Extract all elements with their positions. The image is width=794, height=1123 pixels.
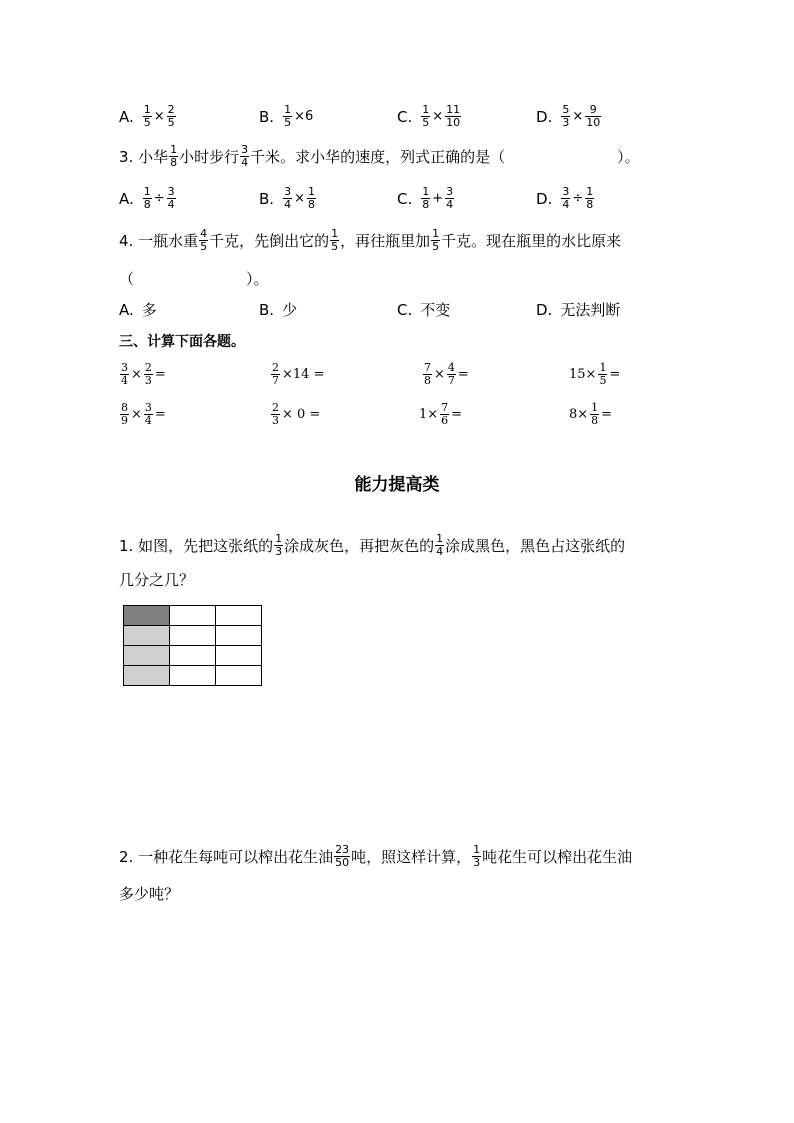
- option-label: D.: [536, 107, 553, 126]
- white-cell: [170, 646, 216, 666]
- q3-option-a: A. $\frac{1}{8}$ ÷ $\frac{3}{4}$: [119, 185, 175, 211]
- calc-item: 1× $\frac{7}{6}$ =: [419, 401, 463, 427]
- section-3-heading: 三、计算下面各题。: [119, 334, 245, 350]
- question-3: 3. 小华 $\frac{1}{8}$ 小时步行 $\frac{3}{4}$ 千米。求小华的速度，列式正确的是（ ）。: [119, 143, 640, 169]
- option-label: D.: [536, 300, 553, 319]
- white-cell: [216, 666, 262, 686]
- option-label: C.: [397, 300, 413, 319]
- fraction: $\frac{1}{5}$: [331, 227, 339, 253]
- gray-cell: [124, 666, 170, 686]
- q3-option-c: C. $\frac{1}{8}$ + $\frac{3}{4}$: [397, 185, 454, 211]
- q4-option-d: D. 无法判断: [536, 300, 621, 319]
- fraction: $\frac{3}{4}$: [446, 185, 454, 211]
- fraction: $\frac{1}{8}$: [143, 185, 151, 211]
- fraction: $\frac{1}{3}$: [473, 843, 481, 869]
- fraction: $\frac{9}{10}$: [586, 103, 601, 129]
- black-cell: [124, 606, 170, 626]
- option-label: B.: [259, 107, 275, 126]
- fraction: $\frac{3}{4}$: [241, 143, 249, 169]
- option-label: B.: [259, 300, 275, 319]
- white-cell: [216, 606, 262, 626]
- option-label: A.: [119, 107, 134, 126]
- option-label: A.: [119, 189, 134, 208]
- problem-1: 1. 如图，先把这张纸的 $\frac{1}{3}$ 涂成灰色，再把灰色的 $\frac{1}{4}$ 涂成黑色，黑色占这张纸的: [119, 532, 626, 558]
- calc-item: 15× $\frac{1}{5}$ =: [569, 361, 621, 387]
- white-cell: [170, 606, 216, 626]
- option-label: B.: [259, 189, 275, 208]
- problem-2-cont: 多少吨？: [119, 885, 180, 903]
- fraction: $\frac{3}{4}$: [562, 185, 570, 211]
- paper-grid-figure: [123, 605, 262, 686]
- calc-item: $\frac{8}{9}$ × $\frac{3}{4}$ =: [121, 401, 166, 427]
- option-label: C.: [397, 189, 413, 208]
- q2-option-a: A. $\frac{1}{5}$ × $\frac{2}{5}$: [119, 103, 175, 129]
- fraction: $\frac{1}{5}$: [143, 103, 151, 129]
- white-cell: [216, 646, 262, 666]
- calc-item: $\frac{2}{3}$ × 0 =: [272, 401, 321, 427]
- fraction: $\frac{1}{3}$: [275, 532, 283, 558]
- q3-option-b: B. $\frac{3}{4}$ × $\frac{1}{8}$: [259, 185, 315, 211]
- option-label: D.: [536, 189, 553, 208]
- fraction: $\frac{5}{3}$: [562, 103, 570, 129]
- fraction: $\frac{1}{8}$: [422, 185, 430, 211]
- option-label: A.: [119, 300, 134, 319]
- calc-item: 8× $\frac{1}{8}$ =: [569, 401, 613, 427]
- fraction: $\frac{23}{50}$: [335, 843, 350, 869]
- section-title: 能力提高类: [354, 475, 440, 495]
- fraction: $\frac{3}{4}$: [284, 185, 292, 211]
- q2-option-c: C. $\frac{1}{5}$ × $\frac{11}{10}$: [397, 103, 461, 129]
- q2-option-b: B. $\frac{1}{5}$ ×6: [259, 103, 314, 129]
- fraction: $\frac{1}{8}$: [307, 185, 315, 211]
- white-cell: [170, 626, 216, 646]
- q3-option-d: D. $\frac{3}{4}$ ÷ $\frac{1}{8}$: [536, 185, 594, 211]
- gray-cell: [124, 646, 170, 666]
- calc-item: $\frac{3}{4}$ × $\frac{2}{3}$ =: [121, 361, 166, 387]
- question-4-answer-line: （ ）。: [119, 270, 269, 288]
- question-4: 4. 一瓶水重 $\frac{4}{5}$ 千克，先倒出它的 $\frac{1}{5}$ ，再往瓶里加 $\frac{1}{5}$ 千克。现在瓶里的水比原来: [119, 227, 622, 253]
- fraction: $\frac{1}{5}$: [422, 103, 430, 129]
- problem-1-cont: 几分之几？: [119, 571, 195, 589]
- white-cell: [170, 666, 216, 686]
- q4-option-c: C. 不变: [397, 300, 451, 319]
- gray-cell: [124, 626, 170, 646]
- fraction: $\frac{2}{5}$: [167, 103, 175, 129]
- q2-option-d: D. $\frac{5}{3}$ × $\frac{9}{10}$: [536, 103, 601, 129]
- fraction: $\frac{3}{4}$: [167, 185, 175, 211]
- white-cell: [216, 626, 262, 646]
- q4-option-a: A. 多: [119, 300, 157, 319]
- option-label: C.: [397, 107, 413, 126]
- calc-item: $\frac{7}{8}$ × $\frac{4}{7}$ =: [424, 361, 469, 387]
- fraction: $\frac{1}{5}$: [284, 103, 292, 129]
- calc-item: $\frac{2}{7}$ ×14 =: [272, 361, 325, 387]
- fraction: $\frac{1}{5}$: [432, 227, 440, 253]
- fraction: $\frac{4}{5}$: [200, 227, 208, 253]
- fraction: $\frac{1}{8}$: [170, 143, 178, 169]
- problem-2: 2. 一种花生每吨可以榨出花生油 $\frac{23}{50}$ 吨，照这样计算， $\frac{1}{3}$ 吨花生可以榨出花生油: [119, 843, 633, 869]
- fraction: $\frac{11}{10}$: [446, 103, 461, 129]
- fraction: $\frac{1}{4}$: [436, 532, 444, 558]
- fraction: $\frac{1}{8}$: [586, 185, 594, 211]
- q4-option-b: B. 少: [259, 300, 298, 319]
